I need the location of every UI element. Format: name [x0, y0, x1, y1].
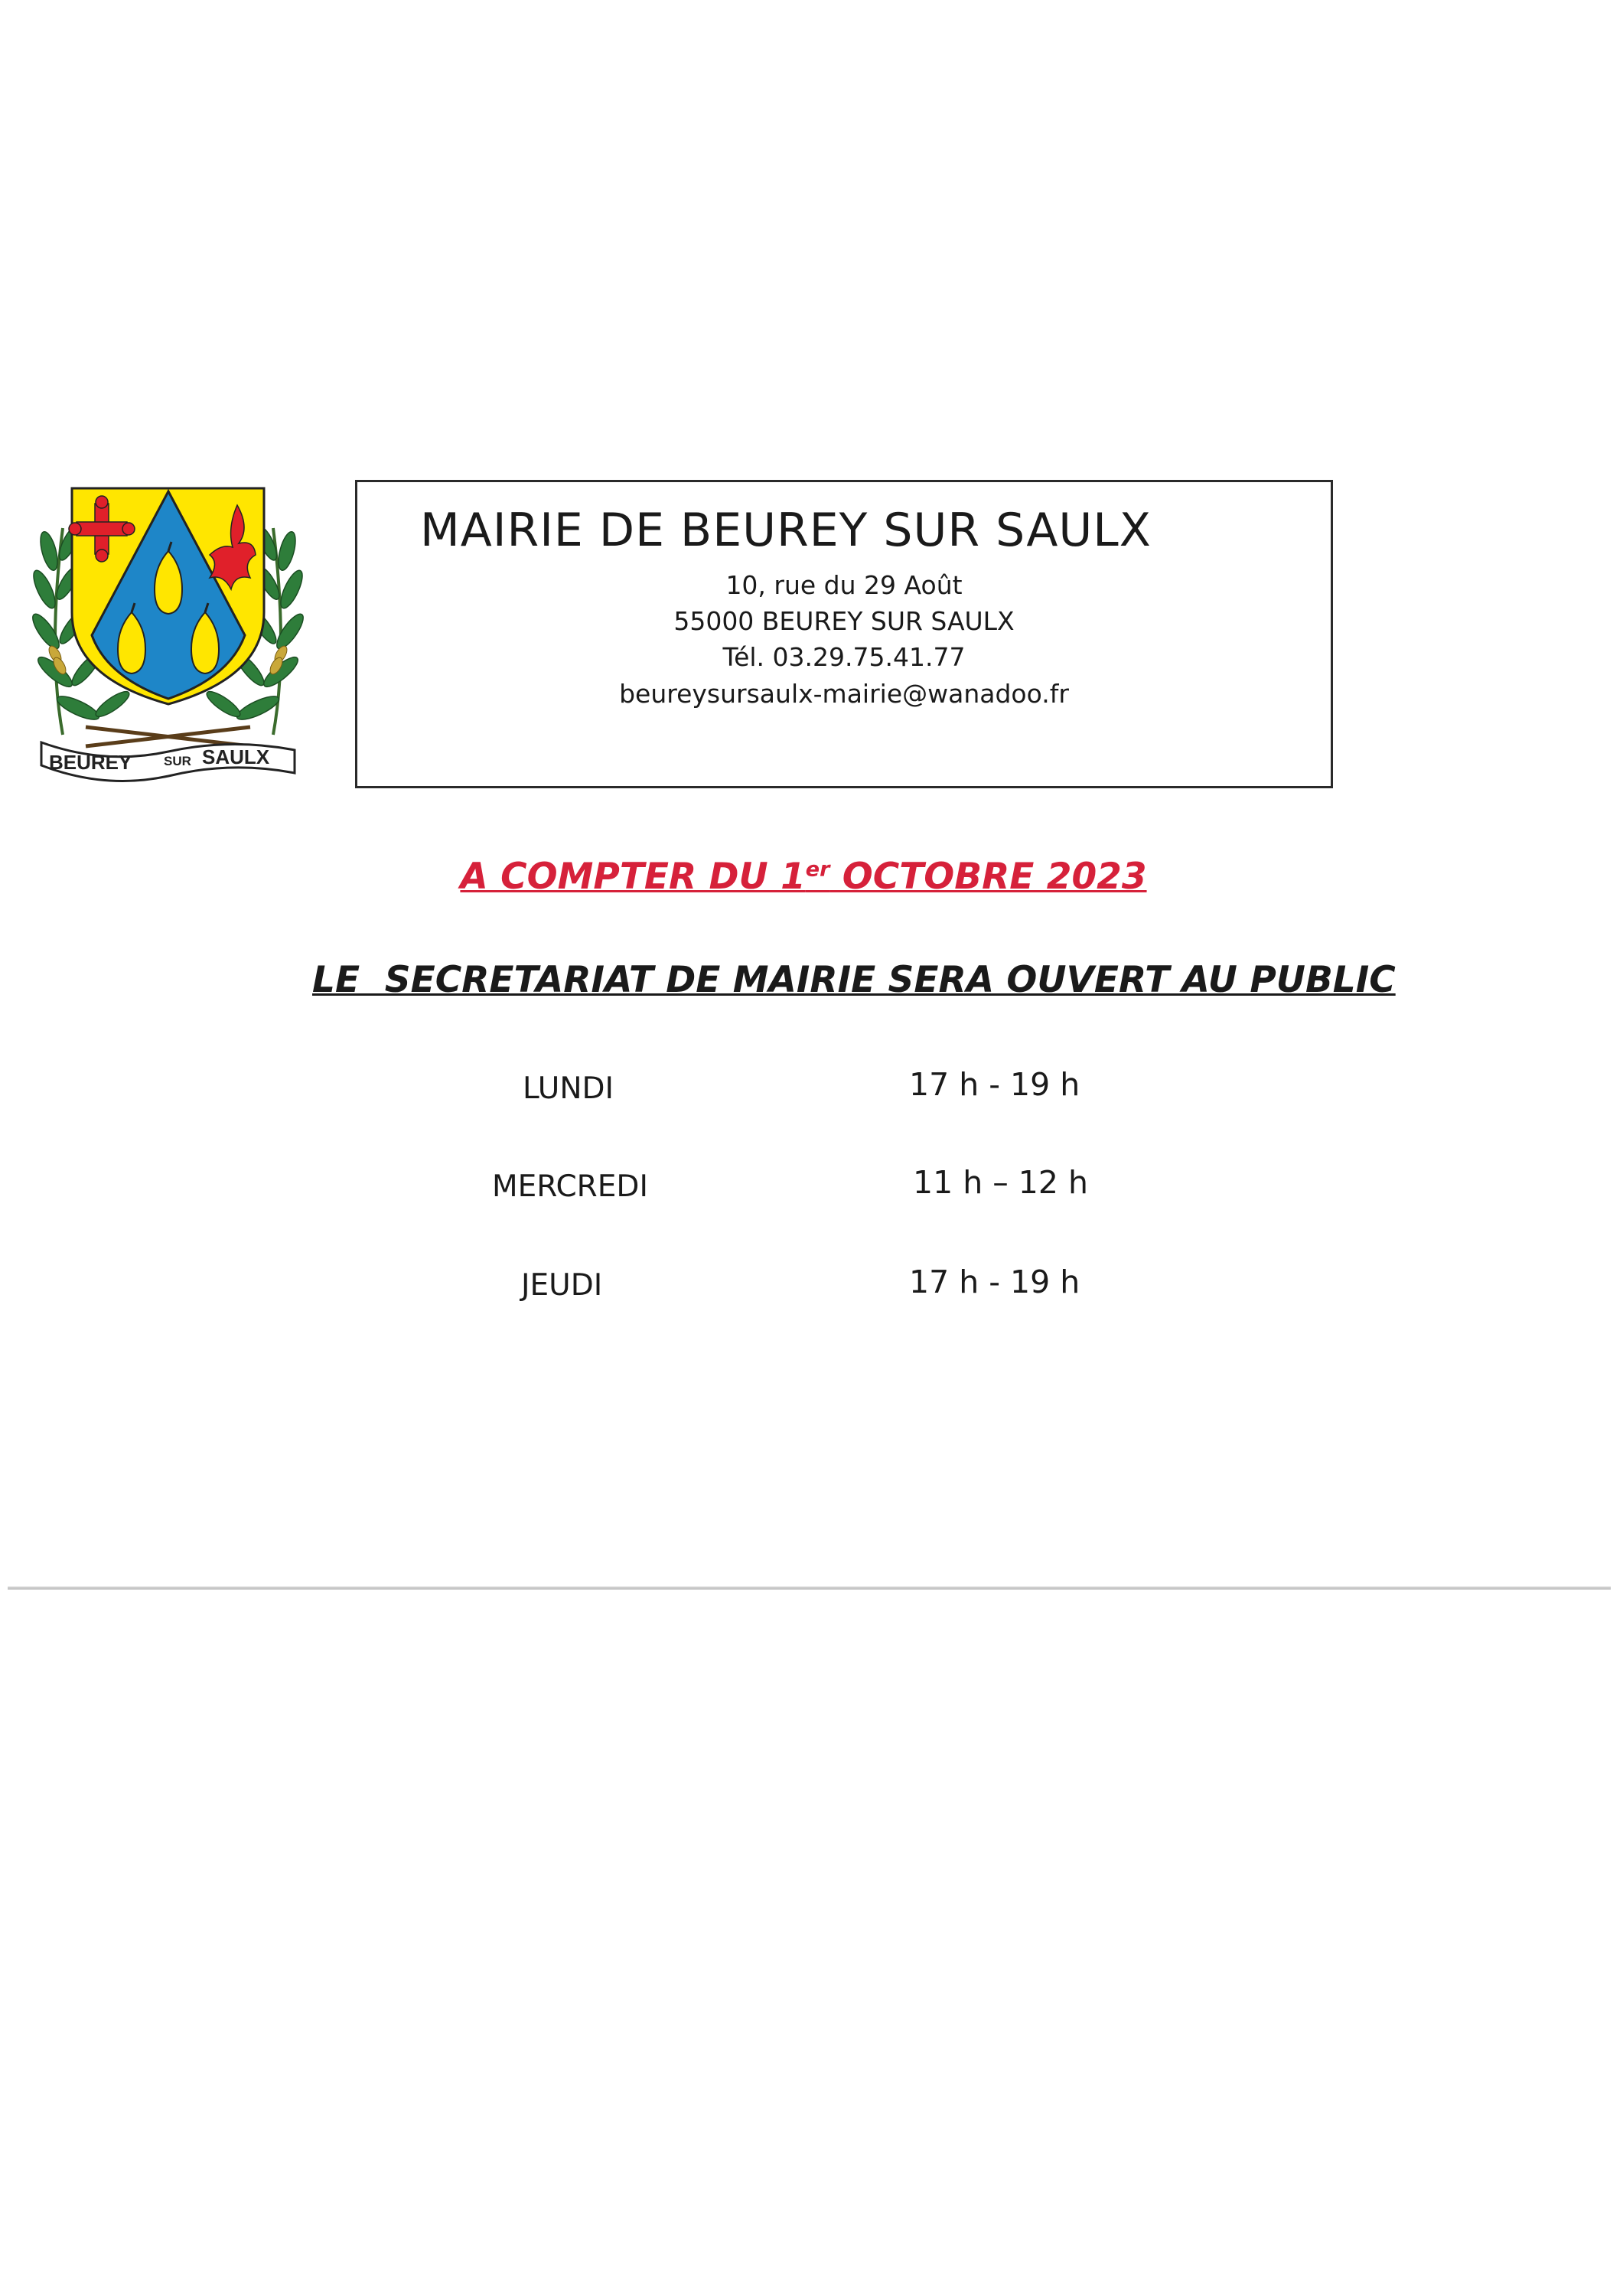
address-city: 55000 BEUREY SUR SAULX: [673, 606, 1015, 636]
schedule-hours-monday: 17 h - 19 h: [909, 1066, 1080, 1103]
schedule-hours-wednesday: 11 h – 12 h: [913, 1164, 1088, 1201]
mairie-title: MAIRIE DE BEUREY SUR SAULX: [420, 504, 1152, 557]
page-divider: [8, 1587, 1611, 1590]
crest-banner-word-1: BEUREY: [49, 751, 132, 774]
address-email: beureysursaulx-mairie@wanadoo.fr: [619, 679, 1069, 709]
address-street: 10, rue du 29 Août: [725, 570, 963, 600]
schedule-day-monday: LUNDI: [523, 1071, 614, 1106]
coat-of-arms-logo: [32, 482, 304, 788]
schedule-day-wednesday: MERCREDI: [492, 1169, 648, 1204]
secretariat-heading: LE SECRETARIAT DE MAIRIE SERA OUVERT AU PUBLIC: [312, 959, 1396, 1001]
effective-date-prefix: A COMPTER DU 1: [460, 856, 806, 898]
crest-banner-word-3: SAULX: [202, 745, 270, 768]
shield: [69, 488, 264, 704]
effective-date-suffix: OCTOBRE 2023: [829, 856, 1147, 898]
schedule-day-thursday: JEUDI: [521, 1268, 603, 1303]
crest-banner-word-2: SUR: [164, 754, 191, 768]
effective-date-ordinal: er: [805, 857, 830, 882]
crest-banner: [41, 742, 295, 781]
address-phone: Tél. 03.29.75.41.77: [722, 642, 966, 672]
header-box: [355, 480, 1333, 788]
effective-date: [383, 856, 1224, 898]
schedule-hours-thursday: 17 h - 19 h: [909, 1264, 1080, 1300]
